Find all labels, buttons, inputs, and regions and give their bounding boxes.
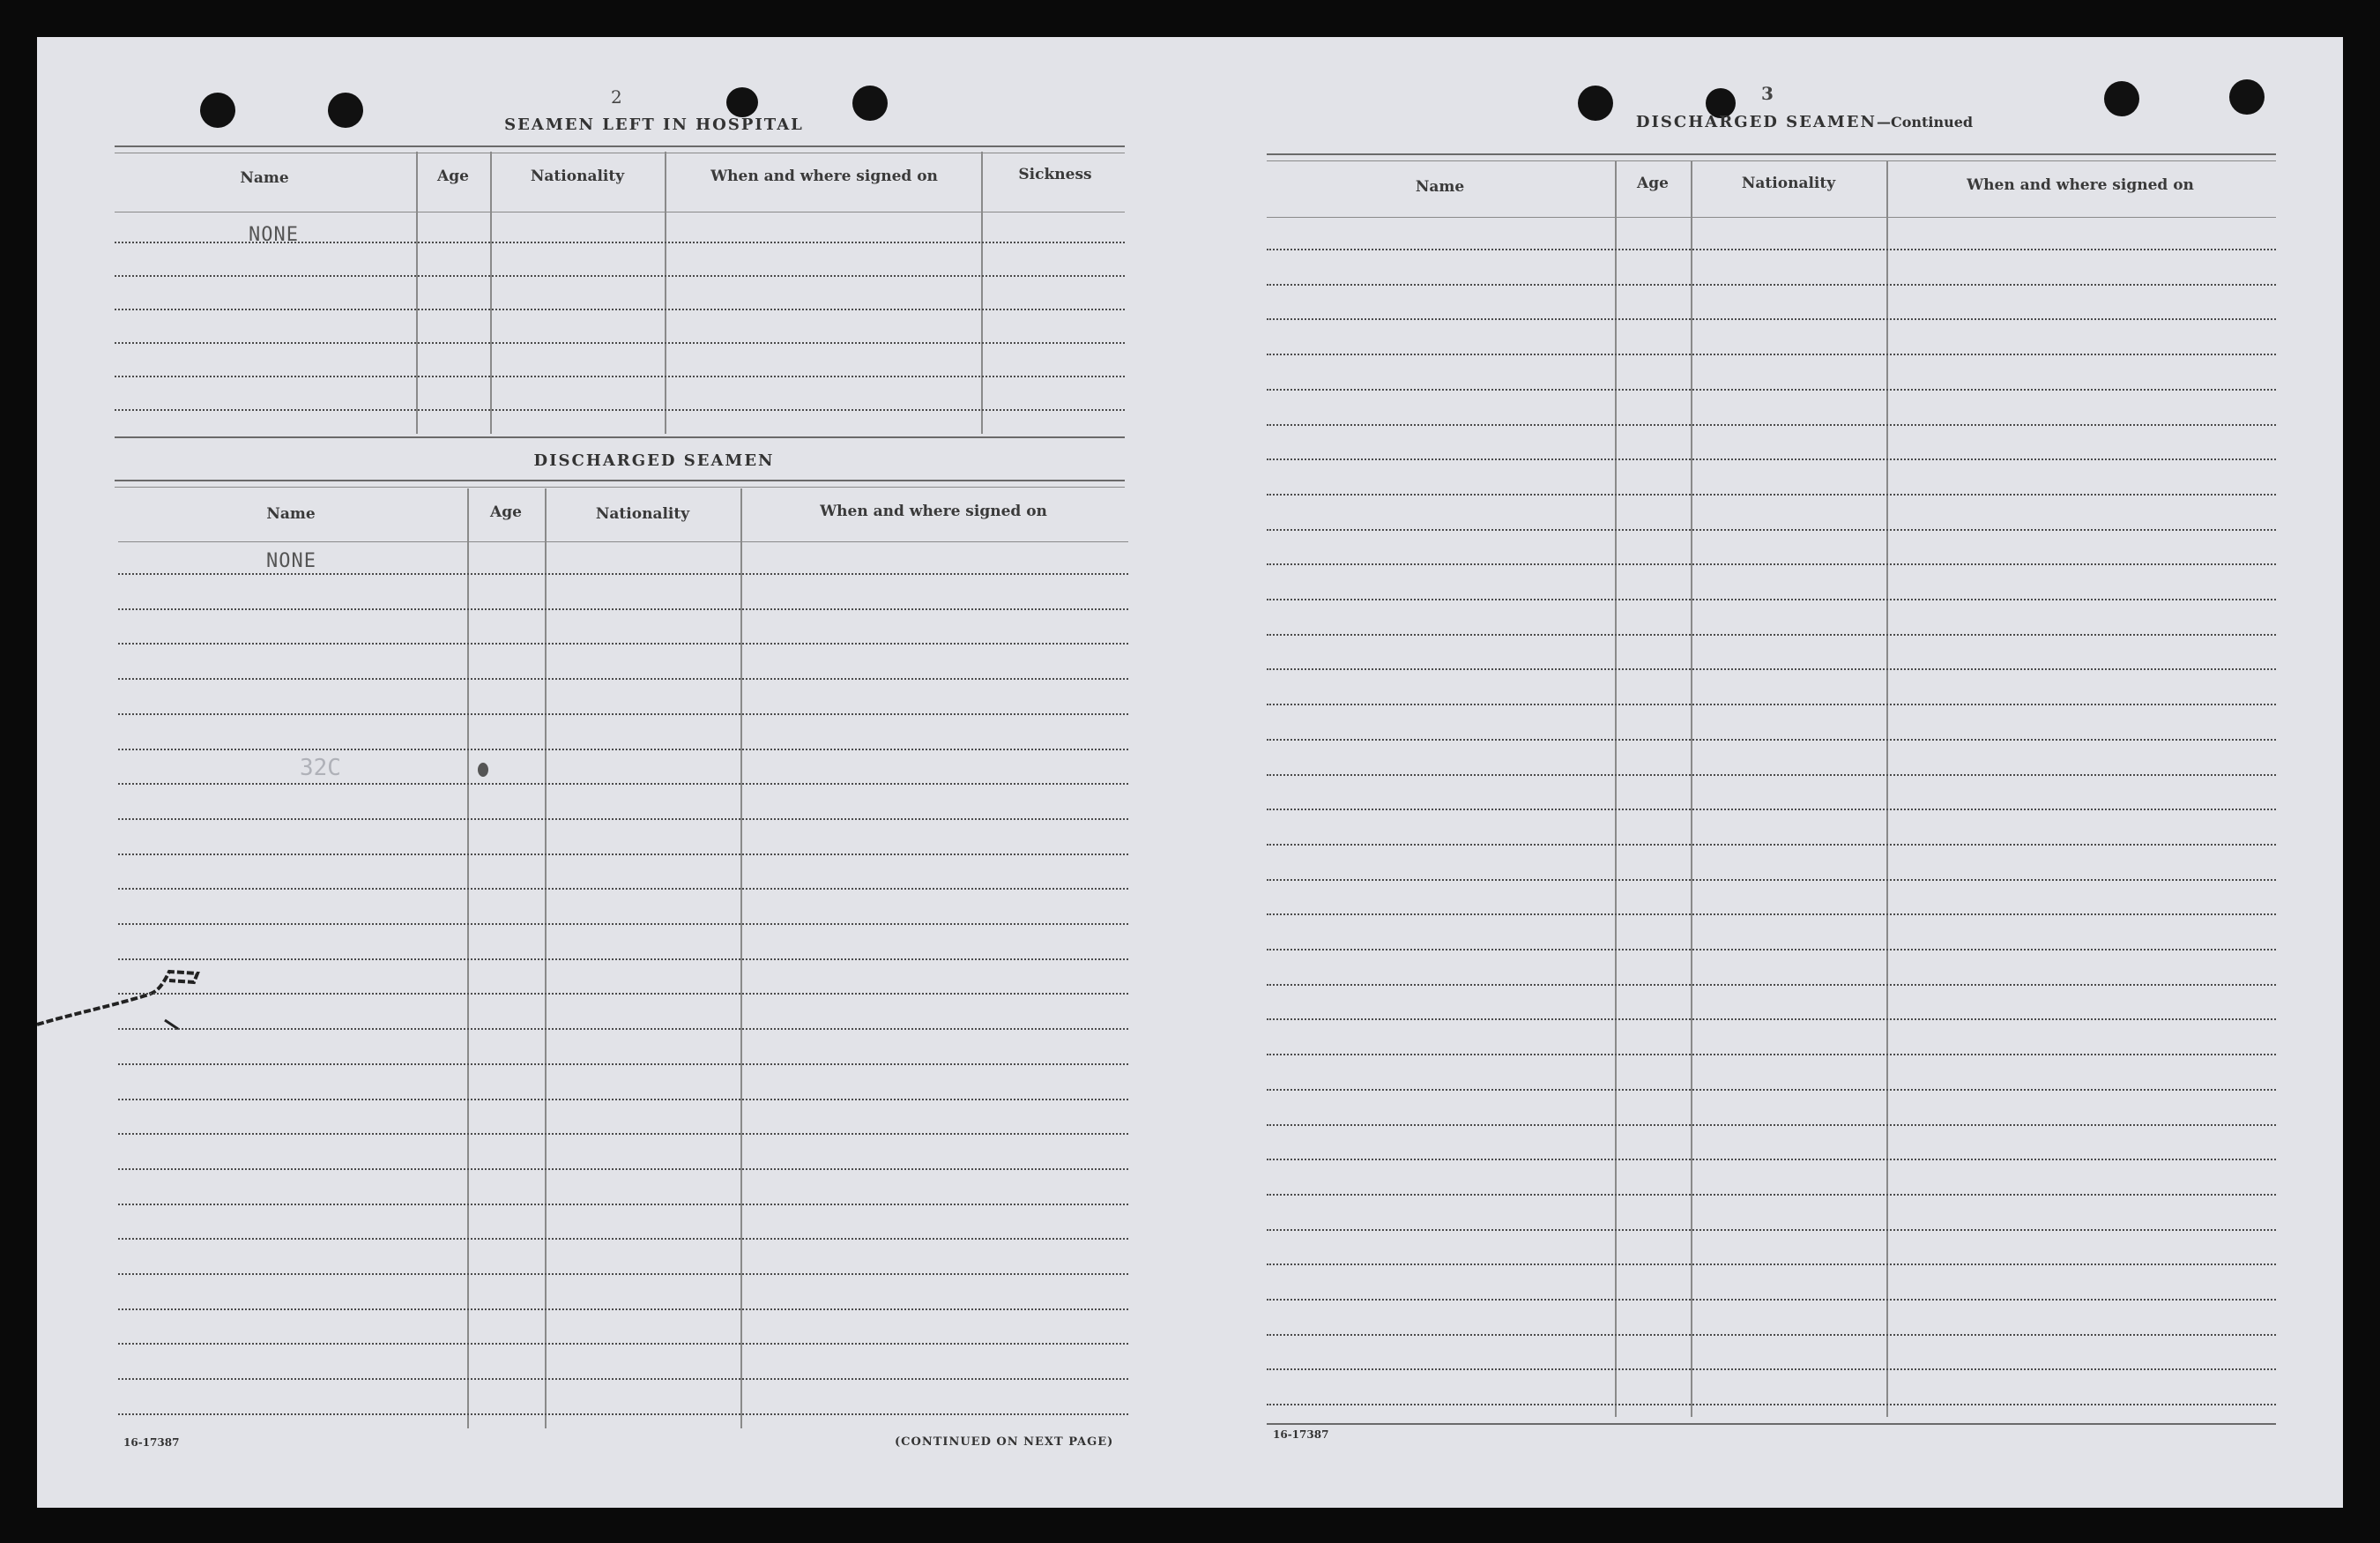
punch-hole bbox=[2104, 81, 2139, 116]
right-row-line bbox=[1267, 599, 2276, 600]
right-row-line bbox=[1267, 354, 2276, 355]
right-row-line bbox=[1267, 913, 2276, 915]
right-row-line bbox=[1267, 249, 2276, 250]
hospital-column-divider bbox=[981, 152, 983, 434]
discharged-row-line bbox=[118, 1168, 1128, 1170]
right-col-name: Name bbox=[1415, 178, 1465, 196]
discharged-row-line bbox=[118, 1273, 1128, 1275]
right-row-line bbox=[1267, 1299, 2276, 1301]
hospital-row-line bbox=[115, 242, 1125, 243]
discharged-row-line bbox=[118, 993, 1128, 995]
discharged-top-rule bbox=[115, 480, 1125, 481]
discharged-row-line bbox=[118, 888, 1128, 890]
discharged-row-line bbox=[118, 608, 1128, 610]
discharged-col-age: Age bbox=[490, 503, 522, 521]
right-row-line bbox=[1267, 739, 2276, 741]
discharged-row-line bbox=[118, 1413, 1128, 1415]
right-row-line bbox=[1267, 1089, 2276, 1091]
discharged-section-title: DISCHARGED SEAMEN bbox=[533, 451, 775, 470]
discharged-row-line bbox=[118, 749, 1128, 750]
ink-mark bbox=[478, 763, 488, 777]
hospital-column-divider bbox=[665, 152, 666, 434]
right-row-line bbox=[1267, 529, 2276, 531]
punch-hole bbox=[2229, 79, 2265, 115]
discharged-col-name: Name bbox=[266, 505, 316, 523]
right-row-line bbox=[1267, 844, 2276, 846]
right-row-line bbox=[1267, 949, 2276, 950]
hospital-section-title: SEAMEN LEFT IN HOSPITAL bbox=[504, 116, 804, 134]
right-row-line bbox=[1267, 704, 2276, 705]
right-col-nationality: Nationality bbox=[1741, 175, 1836, 192]
right-title-main: DISCHARGED SEAMEN bbox=[1635, 113, 1877, 131]
right-col-age: Age bbox=[1637, 175, 1669, 192]
right-row-line bbox=[1267, 1229, 2276, 1231]
hospital-column-divider bbox=[490, 152, 492, 434]
hospital-col-signed-on: When and where signed on bbox=[710, 168, 938, 185]
discharged-row-line bbox=[118, 1343, 1128, 1345]
discharged-row-line bbox=[118, 818, 1128, 820]
pen-mark bbox=[37, 963, 205, 1033]
right-row-line bbox=[1267, 809, 2276, 810]
discharged-row-line bbox=[118, 573, 1128, 575]
right-row-line bbox=[1267, 1124, 2276, 1126]
hospital-entry-none: NONE bbox=[249, 224, 299, 246]
discharged-col-nationality: Nationality bbox=[595, 505, 690, 523]
discharged-header-underline bbox=[118, 541, 1128, 542]
discharged-row-line bbox=[118, 1308, 1128, 1310]
left-page-number: 2 bbox=[611, 86, 622, 108]
right-row-line bbox=[1267, 1263, 2276, 1265]
right-row-line bbox=[1267, 1054, 2276, 1055]
right-row-line bbox=[1267, 563, 2276, 565]
hospital-bottom-rule bbox=[115, 436, 1125, 438]
right-top-rule-2 bbox=[1267, 160, 2276, 161]
right-title-suffix: —Continued bbox=[1876, 114, 1974, 130]
hospital-row-line bbox=[115, 342, 1125, 344]
right-top-rule bbox=[1267, 153, 2276, 155]
discharged-row-line bbox=[118, 958, 1128, 960]
hospital-row-line bbox=[115, 309, 1125, 310]
punch-hole bbox=[328, 93, 363, 128]
right-row-line bbox=[1267, 389, 2276, 391]
right-row-line bbox=[1267, 774, 2276, 776]
right-row-line bbox=[1267, 284, 2276, 286]
continued-note: (CONTINUED ON NEXT PAGE) bbox=[895, 1435, 1114, 1449]
discharged-top-rule-2 bbox=[115, 487, 1125, 488]
discharged-row-line bbox=[118, 783, 1128, 785]
discharged-row-line bbox=[118, 1378, 1128, 1380]
discharged-row-line bbox=[118, 853, 1128, 855]
hospital-col-sickness: Sickness bbox=[1018, 166, 1092, 183]
discharged-row-line bbox=[118, 1133, 1128, 1135]
right-row-line bbox=[1267, 494, 2276, 496]
right-row-line bbox=[1267, 634, 2276, 636]
punch-hole bbox=[726, 87, 758, 117]
right-row-line bbox=[1267, 1368, 2276, 1370]
discharged-row-line bbox=[118, 643, 1128, 645]
left-form-number: 16-17387 bbox=[123, 1436, 180, 1449]
right-col-signed-on: When and where signed on bbox=[1967, 176, 2194, 194]
punch-hole bbox=[200, 93, 235, 128]
discharged-entry-none: NONE bbox=[266, 550, 316, 572]
hospital-row-line bbox=[115, 376, 1125, 377]
discharged-row-line bbox=[118, 1204, 1128, 1205]
discharged-row-line bbox=[118, 923, 1128, 925]
right-row-line bbox=[1267, 879, 2276, 881]
right-row-line bbox=[1267, 1194, 2276, 1196]
right-row-line bbox=[1267, 318, 2276, 320]
right-row-line bbox=[1267, 1159, 2276, 1160]
hospital-row-line bbox=[115, 409, 1125, 411]
discharged-row-line bbox=[118, 678, 1128, 680]
right-row-line bbox=[1267, 984, 2276, 986]
hospital-top-rule bbox=[115, 145, 1125, 147]
right-row-line bbox=[1267, 424, 2276, 426]
right-row-line bbox=[1267, 1018, 2276, 1020]
discharged-row-line bbox=[118, 1099, 1128, 1100]
right-row-line bbox=[1267, 458, 2276, 460]
hospital-col-age: Age bbox=[437, 168, 469, 185]
right-bottom-rule bbox=[1267, 1423, 2276, 1425]
discharged-row-line bbox=[118, 1063, 1128, 1065]
hospital-col-nationality: Nationality bbox=[530, 168, 625, 185]
faint-stamp: 32C bbox=[300, 755, 341, 781]
document-sheet bbox=[37, 37, 2343, 1508]
right-header-underline bbox=[1267, 217, 2276, 218]
discharged-row-line bbox=[118, 1028, 1128, 1030]
right-form-number: 16-17387 bbox=[1273, 1428, 1329, 1441]
hospital-column-divider bbox=[416, 152, 418, 434]
discharged-row-line bbox=[118, 1238, 1128, 1240]
discharged-row-line bbox=[118, 713, 1128, 715]
right-section-title bbox=[1571, 113, 2038, 131]
discharged-col-signed-on: When and where signed on bbox=[820, 503, 1047, 520]
right-row-line bbox=[1267, 1404, 2276, 1405]
hospital-col-name: Name bbox=[240, 169, 289, 187]
right-row-line bbox=[1267, 1334, 2276, 1336]
right-page-number: 3 bbox=[1761, 83, 1774, 104]
hospital-row-line bbox=[115, 275, 1125, 277]
right-row-line bbox=[1267, 668, 2276, 670]
